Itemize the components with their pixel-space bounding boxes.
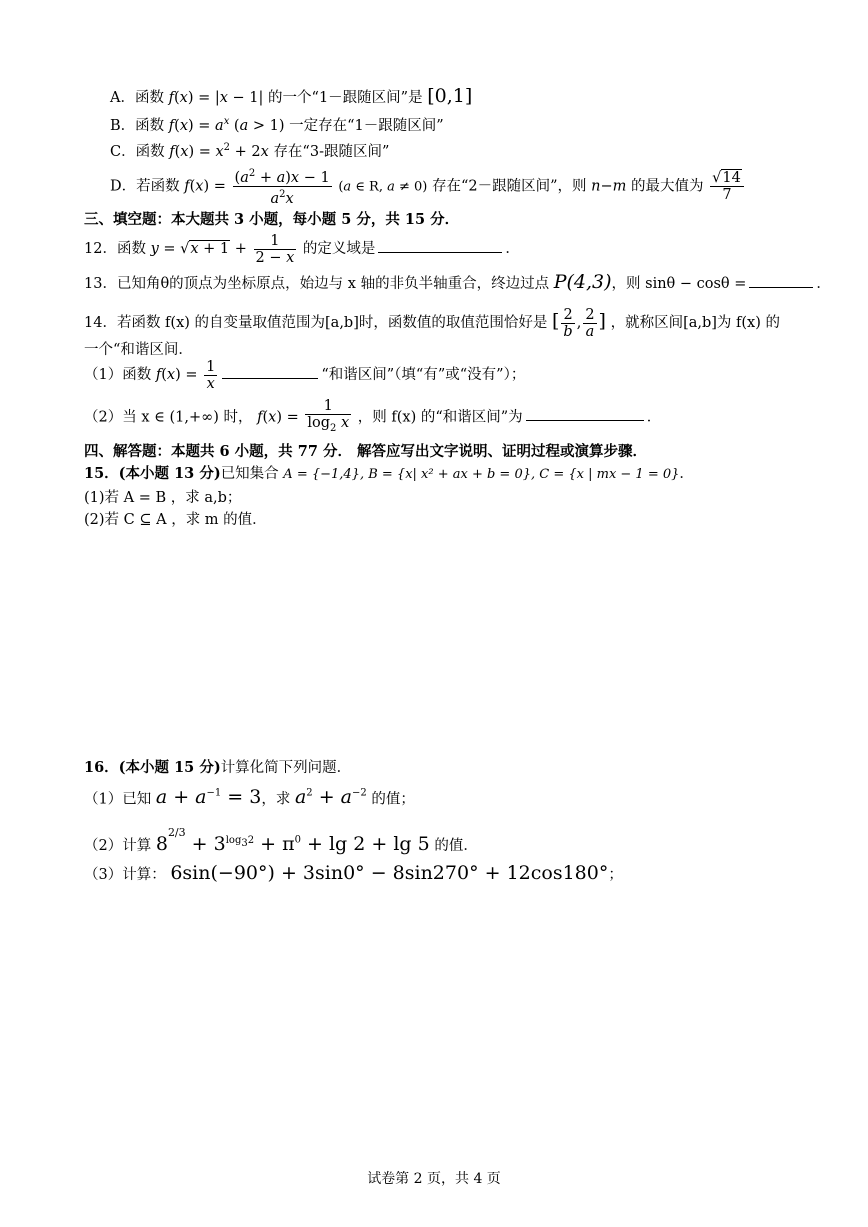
q16-part2-prefix: （2）计算	[84, 838, 152, 854]
q14-part2-tail: ，则 f(x) 的“和谐区间”为	[357, 409, 523, 426]
section-4-heading: 四、解答题：本题共 6 小题，共 77 分． 解答应写出文字说明、证明过程或演算步骤．	[84, 443, 648, 460]
q14-part2-prefix: （2）当	[84, 409, 137, 426]
option-d-tail: 存在“2－跟随区间”，则	[431, 178, 587, 195]
question-13	[84, 272, 831, 294]
q13-end: ．	[816, 276, 831, 292]
option-b-label: B．函数	[110, 117, 165, 134]
q14-part2-end: ．	[646, 409, 662, 426]
option-d-fraction: $\frac{(a^2 + a)x - 1}{a^2x}$	[234, 168, 330, 207]
q16-part1-end: 的值；	[371, 791, 415, 808]
q14-part2-cond: x ∈ (1,+∞)	[141, 409, 219, 426]
q14-line2: 一个“和谐区间．	[84, 342, 193, 358]
q16-part1-mid: ，求	[261, 791, 291, 808]
q15-end: ．	[679, 466, 694, 482]
q14-part2-mid: 时，	[223, 409, 253, 426]
option-c-tail: 存在“3-跟随区间”	[273, 143, 390, 160]
page-footer: 试卷第 2 页，共 4 页	[367, 1171, 501, 1187]
option-d: D．若函数 f(x) = $\frac{(a^2 + a)x - 1}{a^2x}$ (a ∈ R, a ≠ 0) 存在“2－跟随区间”，则 n−m 的最大值为 $\frac{√14}{7}$	[110, 166, 746, 207]
q16-part1-given: $a + a^{-1} = 3$	[155, 786, 262, 809]
section-3-heading: 三、填空题：本大题共 3 小题，每小题 5 分，共 15 分．	[84, 211, 460, 228]
q14-part2: （2）当 x ∈ (1,+∞) 时， f(x) = $\frac{1}{\log_2 x}$ ，则 f(x) 的“和谐区间”为 ．	[84, 398, 661, 437]
q16-part3-expr: 6sin(−90°) + 3sin0° − 8sin270° + 12cos180°	[170, 862, 609, 884]
option-a-tail: 的一个“1－跟随区间”是	[268, 90, 423, 106]
q16-part2-end: 的值．	[434, 838, 478, 854]
q16-part2	[84, 818, 478, 861]
option-a: A．函数 f(x) = |x − 1| 的一个“1－跟随区间”是 [0,1]	[110, 85, 473, 107]
q16-stem: 计算化简下列问题．	[220, 760, 352, 776]
q14-part1: （1）函数 f(x) = $\frac{1}{x}$ “和谐区间”（填“有”或“没有”）；	[84, 358, 526, 392]
q16-part3-prefix: （3）计算：	[84, 867, 166, 883]
q12-answer-blank[interactable]	[378, 252, 502, 253]
q15-part1: (1)若 A = B ，求 a,b；	[84, 490, 242, 506]
q13-text: 13．已知角θ的顶点为坐标原点，始边与 x 轴的非负半轴重合，终边过点	[84, 276, 550, 292]
option-a-formula: f	[168, 90, 174, 106]
option-b-tail: 一定存在“1－跟随区间”	[289, 117, 444, 134]
q12-prefix: 12．函数	[84, 241, 146, 257]
question-12: 12．函数 y = √x + 1 + $\frac{1}{2 - x}$ 的定义域是 ．	[84, 232, 520, 266]
q14-part1-blank[interactable]	[222, 378, 318, 379]
q14-frac-2: $\frac{2}{a}$	[585, 306, 595, 340]
question-16	[84, 758, 351, 778]
q14-part1-prefix: （1）函数	[84, 367, 152, 383]
q15-part2: (2)若 C ⊆ A ，求 m 的值．	[84, 512, 267, 528]
q13-point: P(4,3)	[553, 271, 612, 293]
q13-expr: sinθ − cosθ =	[645, 276, 747, 292]
q12-suffix: 的定义域是	[302, 241, 376, 257]
option-d-label: D．若函数	[110, 178, 180, 195]
q16-part3-end: ；	[608, 867, 623, 883]
q14-part2-blank[interactable]	[526, 420, 644, 421]
option-a-label: A．函数	[110, 90, 164, 106]
question-15	[84, 464, 694, 485]
q14-part2-frac: $\frac{1}{\log_2 x}$	[307, 398, 350, 434]
q14-line1-tail: ，就称区间[a,b]为 f(x) 的	[610, 315, 781, 331]
q14-part1-tail: “和谐区间”（填“有”或“没有”）；	[321, 367, 526, 383]
option-c-label: C．函数	[110, 143, 165, 160]
q16-part1	[84, 780, 415, 813]
q16-part2-expr: $8^{2/3} + 3^{log_32} + \pi^0 + \lg 2 + \lg 5$	[155, 826, 430, 855]
q14-line1: 14．若函数 f(x) 的自变量取值范围为[a,b]时，函数值的取值范围恰好是	[84, 315, 548, 331]
option-b-formula: $f(x) = a^x$ (a > 1)	[168, 116, 285, 134]
q14-frac-1: $\frac{2}{b}$	[563, 306, 573, 340]
question-14-line1: 14．若函数 f(x) 的自变量取值范围为[a,b]时，函数值的取值范围恰好是 [ $\frac{2}{b}$ , $\frac{2}{a}$ ] ，就称区间[a,b]为 f(x) 的	[84, 306, 781, 340]
q16-part3	[84, 858, 623, 890]
q16-head: 16．(本小题 15 分)	[84, 759, 221, 776]
q12-fraction: $\frac{1}{2 - x}$	[255, 232, 295, 266]
q15-head: 15．(本小题 13 分)	[84, 465, 221, 482]
q13-mid: ，则	[611, 276, 641, 292]
q15-stem: 已知集合	[220, 466, 279, 482]
option-d-answer: $\frac{√14}{7}$	[710, 170, 744, 203]
q12-end: ．	[505, 241, 520, 257]
q15-sets: A = {−1,4}, B = {x| x² + ax + b = 0}, C = {x | mx − 1 = 0}	[283, 467, 680, 482]
option-d-tail2: 的最大值为	[631, 178, 704, 195]
option-a-interval: [0,1]	[427, 85, 473, 107]
q14-part1-frac: $\frac{1}{x}$	[206, 358, 216, 392]
q16-part1-prefix: （1）已知	[84, 791, 152, 808]
option-c	[110, 138, 389, 162]
option-b	[110, 112, 444, 136]
q16-part1-target: $a^2 + a^{-2}$	[294, 786, 367, 809]
option-c-formula: $f(x) = x^2 + 2x$	[169, 142, 269, 160]
q13-answer-blank[interactable]	[749, 287, 813, 288]
